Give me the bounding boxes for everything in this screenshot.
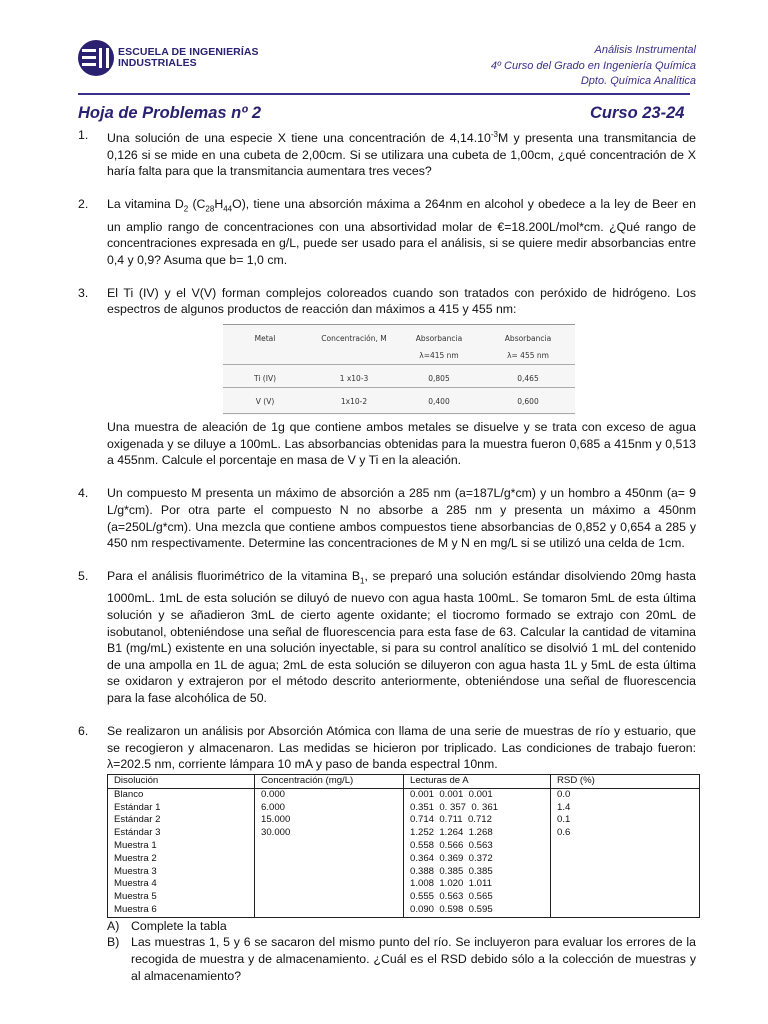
table-cell: Blanco	[108, 788, 255, 801]
table-cell	[255, 866, 404, 879]
table-row	[108, 840, 700, 853]
table-cell: 1 x10-3	[339, 374, 369, 384]
table-cell	[255, 853, 404, 866]
problem-text: (C	[188, 197, 206, 212]
subscript: 1	[360, 576, 365, 586]
table-cell: V (V)	[255, 397, 275, 407]
problem-5	[78, 568, 696, 706]
table-cell: Ti (IV)	[253, 374, 276, 384]
question-b	[107, 934, 696, 984]
problem-number: 6.	[78, 724, 89, 739]
absorbance-table	[223, 324, 575, 415]
problem-2	[78, 196, 696, 268]
subscript: 44	[223, 204, 233, 214]
page-title: Hoja de Problemas nº 2	[78, 104, 261, 122]
table-cell: Muestra 6	[108, 904, 255, 917]
table-cell: Muestra 4	[108, 878, 255, 891]
institution-logo	[78, 40, 259, 76]
table-cell: Muestra 2	[108, 853, 255, 866]
problem-number: 3.	[78, 285, 89, 300]
problem-number: 2.	[78, 197, 89, 212]
table-cell: 0.1	[551, 814, 700, 827]
table-cell: Estándar 3	[108, 827, 255, 840]
table-cell: Muestra 5	[108, 891, 255, 904]
table-cell	[551, 891, 700, 904]
table-cell: 1x10-2	[340, 397, 368, 407]
course-year: Curso 23-24	[590, 104, 685, 122]
table-cell: Muestra 3	[108, 866, 255, 879]
institution-line-2: INDUSTRIALES	[118, 57, 197, 69]
table-header: Metal	[254, 334, 276, 344]
question-text: Complete la tabla	[131, 918, 227, 933]
department-name: Dpto. Química Analítica	[580, 75, 696, 87]
problem-number: 1.	[78, 128, 89, 142]
problem-text: Para el análisis fluorimétrico de la vitamina B	[107, 569, 361, 584]
problem-text: Un compuesto M presenta un máximo de absorción a 285 nm (a=187L/g*cm) y un hombro a 450nm (a= 9 L/g*cm). Por otra parte el compuesto N no absorbe a 285 nm y presenta un máximo a 450nm (a=250L/g*cm). Una mezcla que contiene ambos compuestos tiene absorbancias de 0,852 y 0,654 a 285 y 450 nm respectivamente. Determine las concentraciones de M y N en mg/L si se utilizó una celda de 1cm.	[107, 486, 696, 551]
table-cell: 0.555 0.563 0.565	[404, 891, 551, 904]
table-cell	[551, 904, 700, 917]
table-cell: Estándar 2	[108, 814, 255, 827]
table-cell: 1.4	[551, 802, 700, 815]
course-info	[491, 43, 696, 90]
table-cell: 0.001 0.001 0.001	[404, 788, 551, 801]
table-cell	[255, 878, 404, 891]
table-cell: 0,465	[517, 374, 539, 384]
table-cell: 15.000	[255, 814, 404, 827]
table-cell	[551, 866, 700, 879]
table-header: Concentración (mg/L)	[255, 775, 404, 789]
problem-number: 5.	[78, 569, 89, 584]
table-cell: 0.388 0.385 0.385	[404, 866, 551, 879]
table-cell	[551, 853, 700, 866]
table-subheader: λ=415 nm	[419, 351, 459, 361]
table-cell: 1.008 1.020 1.011	[404, 878, 551, 891]
question-label: B)	[107, 935, 120, 950]
subscript: 28	[205, 204, 215, 214]
problem-6	[78, 723, 696, 984]
table-cell: 0.714 0.711 0.712	[404, 814, 551, 827]
table-cell: 0.6	[551, 827, 700, 840]
table-cell: 0.0	[551, 788, 700, 801]
table-cell: 6.000	[255, 802, 404, 815]
table-row	[108, 788, 700, 801]
table-header: Disolución	[108, 775, 255, 789]
table-cell	[551, 840, 700, 853]
table-cell: Estándar 1	[108, 802, 255, 815]
table-row	[108, 878, 700, 891]
table-row	[108, 904, 700, 917]
header-divider	[78, 93, 690, 95]
table-cell: 0,600	[517, 397, 539, 407]
table-header: Concentración, M	[321, 334, 387, 344]
table-cell: 0,400	[428, 397, 450, 407]
table-cell: 0.558 0.566 0.563	[404, 840, 551, 853]
problem-1	[78, 127, 696, 180]
eii-logo-icon	[78, 40, 114, 76]
atomic-absorption-table	[107, 774, 700, 918]
table-header: Absorbancia	[415, 334, 463, 344]
problem-text: La vitamina D	[107, 197, 184, 212]
problem-text: Se realizaron un análisis por Absorción Atómica con llama de una serie de muestras de río y estuario, que se recogieron y almacenaron. Las medidas se hicieron por triplicado. Las condiciones de trabajo fueron: λ=202.5 nm, corriente lámpara 10 mA y paso de banda espectral 10nm.	[107, 724, 696, 772]
problem-text: Una muestra de aleación de 1g que contiene ambos metales se disuelve y se trata con exceso de agua oxigenada y se diluye a 100mL. Las absorbancias obtenidas para la muestra fueron 0,685 a 415nm y 0,513 a 455nm. Calcule el porcentaje en masa de V y Ti en la aleación.	[107, 420, 696, 468]
table-row	[108, 891, 700, 904]
subject-name: Análisis Instrumental	[594, 44, 696, 56]
table-header: Lecturas de A	[404, 775, 551, 789]
question-text: Las muestras 1, 5 y 6 se sacaron del mismo punto del río. Se incluyeron para evaluar los errores de la recogida de muestra y de almacenamiento. ¿Cuál es el RSD debido sólo a la colección de muestras y al almacenamiento?	[131, 935, 696, 983]
problem-text: Una solución de una especie X tiene una concentración de 4,14.10	[107, 131, 491, 146]
table-row	[108, 853, 700, 866]
table-header: RSD (%)	[551, 775, 700, 789]
table-row	[108, 802, 700, 815]
degree-name: 4º Curso del Grado en Ingeniería Química	[490, 59, 696, 72]
problem-text: O), tiene una absorción máxima a 264nm en alcohol y obedece a la ley de Beer en un amplio rango de concentraciones con una absortividad molar de €=18.200L/mol*cm. ¿Qué rango de concentraciones expresada en g/L, puede ser usado para el análisis, si se quiere medir absorbancias entre 0,4 y 0,9? Asuma que b= 1,0 cm.	[107, 197, 696, 267]
table-subheader: λ= 455 nm	[507, 351, 549, 361]
institution-name	[118, 47, 259, 69]
table-header: Absorbancia	[504, 334, 552, 344]
table-cell: 0.351 0. 357 0. 361	[404, 802, 551, 815]
institution-line-1: ESCUELA DE INGENIERÍAS	[118, 46, 259, 58]
subscript: 2	[183, 204, 189, 214]
table-cell: 1.252 1.264 1.268	[404, 827, 551, 840]
table-cell: Muestra 1	[108, 840, 255, 853]
problem-text: , se preparó una solución estándar disolviendo 20mg hasta 1000mL. 1mL de esta solución se diluyó de nuevo con agua hasta 100mL. Se tomaron 5mL de esta última solución y se añadieron 3mL de cierto agente oxidante; el tiocromo formado se extrajo con 20mL de isobutanol, obteniéndose una señal de fluorescencia para esta fase de 63. Calcular la cantidad de vitamina B1 (mg/mL) existente en una solución inyectable, si para su control analítico se disolvió 1 mL del contenido de una ampolla en 1L de agua; 2mL de esta solución se diluyeron con agua hasta 1L y 5mL de esta última se oxidaron y extrajeron por el método descrito anteriormente, obteniéndose una señal de fluorescencia para la fase alcohólica de 50.	[107, 569, 696, 706]
problem-list	[78, 127, 696, 984]
table-cell: 0,805	[428, 374, 450, 384]
table-cell	[255, 840, 404, 853]
table-row	[108, 827, 700, 840]
table-cell: 0.364 0.369 0.372	[404, 853, 551, 866]
problem-text: El Ti (IV) y el V(V) forman complejos coloreados cuando son tratados con peróxido de hidrógeno. Los espectros de algunos productos de reacción dan máximos a 415 y 455 nm:	[107, 285, 696, 317]
question-label: A)	[107, 918, 120, 933]
problem-number: 4.	[78, 486, 89, 501]
exponent: -3	[490, 130, 498, 139]
table-cell	[255, 891, 404, 904]
table-row	[108, 814, 700, 827]
question-a	[107, 918, 696, 935]
problem-text: M y presenta una transmitancia de 0,126 si se mide en una cubeta de 2,00cm. Si se utilizara una cubeta de 1,00cm, ¿qué concentración de X haría falta para que la transmitancia aumentara tres veces?	[107, 131, 696, 179]
table-cell: 0.090 0.598 0.595	[404, 904, 551, 917]
problem-4	[78, 485, 696, 551]
table-header-row	[108, 775, 700, 789]
problem-3	[78, 285, 696, 469]
table-cell	[255, 904, 404, 917]
table-cell: 0.000	[255, 788, 404, 801]
table-cell: 30.000	[255, 827, 404, 840]
table-row	[108, 866, 700, 879]
problem-text: H	[214, 197, 224, 212]
table-cell	[551, 878, 700, 891]
